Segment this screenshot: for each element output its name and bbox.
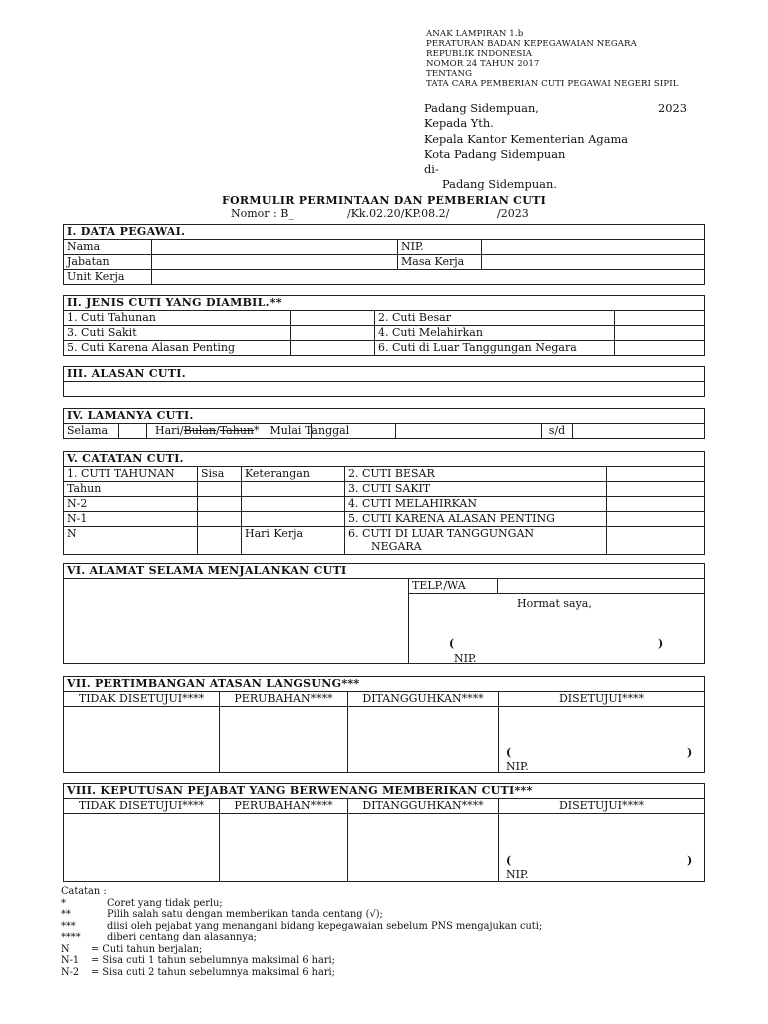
nip-field[interactable] bbox=[482, 240, 705, 255]
leave-type-option: 6. Cuti di Luar Tanggungan Negara bbox=[375, 341, 615, 356]
year-row-label: N-2 bbox=[64, 497, 198, 512]
leave-type-option: 4. Cuti Melahirkan bbox=[375, 326, 615, 341]
decision-field[interactable] bbox=[220, 707, 348, 773]
duration-unit: Hari/Bulan/Tahun* Mulai Tanggal bbox=[147, 424, 312, 439]
note-item: N-1 = Sisa cuti 1 tahun sebelumnya maksimal 6 hari; bbox=[61, 955, 335, 966]
leave-note-label: 5. CUTI KARENA ALASAN PENTING bbox=[345, 512, 607, 527]
leave-type-option: 1. Cuti Tahunan bbox=[64, 311, 291, 326]
col-perubahan: PERUBAHAN**** bbox=[220, 692, 348, 707]
col-tidak-disetujui: TIDAK DISETUJUI**** bbox=[64, 799, 220, 814]
section-title: I. DATA PEGAWAI. bbox=[64, 225, 705, 240]
section-alasan-cuti bbox=[63, 366, 705, 397]
paren-open: ( bbox=[449, 637, 455, 650]
nomor-end: /2023 bbox=[497, 207, 529, 220]
form-title: FORMULIR PERMINTAAN DAN PEMBERIAN CUTI bbox=[221, 194, 547, 207]
masa-kerja-label: Masa Kerja bbox=[398, 255, 482, 270]
nama-label: Nama bbox=[64, 240, 152, 255]
header-line: REPUBLIK INDONESIA bbox=[426, 49, 533, 60]
leave-type-checkbox[interactable] bbox=[615, 326, 705, 341]
address-field[interactable] bbox=[64, 579, 409, 664]
leave-note-field[interactable] bbox=[607, 527, 705, 555]
sisa-header: Sisa bbox=[198, 467, 242, 482]
leave-note-field[interactable] bbox=[607, 467, 705, 482]
leave-note-field[interactable] bbox=[607, 512, 705, 527]
unit-kerja-label: Unit Kerja bbox=[64, 270, 152, 285]
leave-type-checkbox[interactable] bbox=[291, 311, 375, 326]
supervisor-signature[interactable] bbox=[499, 707, 705, 773]
leave-note-label: 6. CUTI DI LUAR TANGGUNGAN NEGARA bbox=[345, 527, 607, 555]
notes-title: Catatan : bbox=[61, 886, 107, 897]
sisa-field[interactable] bbox=[198, 482, 242, 497]
section-title: V. CATATAN CUTI. bbox=[64, 452, 705, 467]
leave-type-option: 2. Cuti Besar bbox=[375, 311, 615, 326]
section-title: VII. PERTIMBANGAN ATASAN LANGSUNG*** bbox=[64, 677, 705, 692]
nip-label: NIP. bbox=[506, 868, 529, 881]
applicant-signature[interactable] bbox=[409, 594, 705, 664]
leave-note-label: 2. CUTI BESAR bbox=[345, 467, 607, 482]
year-row-label: Tahun bbox=[64, 482, 198, 497]
section-lamanya-cuti bbox=[63, 408, 705, 439]
header-line: PERATURAN BADAN KEPEGAWAIAN NEGARA bbox=[426, 39, 637, 50]
decision-field[interactable] bbox=[64, 707, 220, 773]
leave-note-label: 3. CUTI SAKIT bbox=[345, 482, 607, 497]
address-block bbox=[424, 101, 687, 193]
section-catatan-cuti bbox=[63, 451, 705, 555]
reason-field[interactable] bbox=[64, 382, 705, 397]
decision-field[interactable] bbox=[64, 814, 220, 882]
notes-block bbox=[61, 886, 543, 978]
place-date: Padang Sidempuan, bbox=[424, 101, 539, 115]
masa-kerja-field[interactable] bbox=[482, 255, 705, 270]
jabatan-label: Jabatan bbox=[64, 255, 152, 270]
address-line: Kota Padang Sidempuan bbox=[424, 146, 566, 161]
leave-type-option: 3. Cuti Sakit bbox=[64, 326, 291, 341]
paren-close: ) bbox=[687, 854, 693, 867]
gap-cell bbox=[396, 424, 542, 439]
section-title: VIII. KEPUTUSAN PEJABAT YANG BERWENANG MEMBERIKAN CUTI*** bbox=[64, 784, 705, 799]
header-line: ANAK LAMPIRAN 1.b bbox=[426, 29, 524, 39]
sisa-field[interactable] bbox=[198, 512, 242, 527]
leave-type-checkbox[interactable] bbox=[615, 341, 705, 356]
telp-label: TELP./WA bbox=[409, 579, 498, 594]
year-row-label: N-1 bbox=[64, 512, 198, 527]
hormat-label: Hormat saya, bbox=[517, 597, 592, 610]
official-signature[interactable] bbox=[499, 814, 705, 882]
col-perubahan: PERUBAHAN**** bbox=[220, 799, 348, 814]
address-line: di- bbox=[424, 162, 439, 177]
col-ditangguhkan: DITANGGUHKAN**** bbox=[348, 799, 499, 814]
year-row-label: N bbox=[64, 527, 198, 555]
leave-type-checkbox[interactable] bbox=[615, 311, 705, 326]
note-item: *** diisi oleh pejabat yang menangani bidang kepegawaian sebelum PNS mengajukan cuti; bbox=[61, 920, 543, 932]
note-item: * Coret yang tidak perlu; bbox=[61, 897, 223, 909]
unit-kerja-field[interactable] bbox=[152, 270, 705, 285]
keterangan-field[interactable] bbox=[242, 482, 345, 497]
leave-type-checkbox[interactable] bbox=[291, 326, 375, 341]
header-line: NOMOR 24 TAHUN 2017 bbox=[426, 59, 540, 70]
nomor-label: Nomor : B_ bbox=[231, 207, 294, 220]
col-disetujui: DISETUJUI**** bbox=[499, 692, 705, 707]
letter-year: 2023 bbox=[658, 101, 687, 115]
paren-close: ) bbox=[658, 637, 664, 650]
decision-field[interactable] bbox=[348, 707, 499, 773]
jabatan-field[interactable] bbox=[152, 255, 398, 270]
note-item: ** Pilih salah satu dengan memberikan tanda centang (√); bbox=[61, 909, 383, 920]
section-data-pegawai bbox=[63, 224, 705, 285]
nip-label: NIP. bbox=[454, 652, 477, 665]
telp-field[interactable] bbox=[498, 579, 705, 594]
keterangan-header: Keterangan bbox=[242, 467, 345, 482]
section-title: IV. LAMANYA CUTI. bbox=[64, 409, 705, 424]
address-line: Padang Sidempuan. bbox=[442, 177, 557, 192]
end-date-field[interactable] bbox=[573, 424, 705, 439]
col-disetujui: DISETUJUI**** bbox=[499, 799, 705, 814]
paren-close: ) bbox=[687, 746, 693, 759]
leave-note-field[interactable] bbox=[607, 482, 705, 497]
nomor-mid: /Kk.02.20/KP.08.2/ bbox=[347, 207, 450, 220]
sisa-field[interactable] bbox=[198, 527, 242, 555]
decision-field[interactable] bbox=[348, 814, 499, 882]
note-item: N = Cuti tahun berjalan; bbox=[61, 943, 203, 955]
note-item: **** diberi centang dan alasannya; bbox=[61, 932, 257, 943]
col-tidak-disetujui: TIDAK DISETUJUI**** bbox=[64, 692, 220, 707]
address-line: Kepala Kantor Kementerian Agama bbox=[424, 131, 629, 146]
keterangan-field[interactable] bbox=[242, 497, 345, 512]
section-title: II. JENIS CUTI YANG DIAMBIL.** bbox=[64, 296, 705, 311]
keterangan-field[interactable] bbox=[242, 512, 345, 527]
header-line: TENTANG bbox=[426, 69, 473, 80]
regulation-header bbox=[426, 29, 679, 90]
nama-field[interactable] bbox=[152, 240, 398, 255]
sd-label: s/d bbox=[542, 424, 573, 439]
section-jenis-cuti bbox=[63, 295, 705, 356]
duration-field[interactable] bbox=[119, 424, 147, 439]
section-alamat bbox=[63, 563, 705, 664]
leave-note-field[interactable] bbox=[607, 497, 705, 512]
decision-field[interactable] bbox=[220, 814, 348, 882]
hari-kerja-label: Hari Kerja bbox=[242, 527, 345, 555]
header-line: TATA CARA PEMBERIAN CUTI PEGAWAI NEGERI SIPIL bbox=[426, 79, 679, 90]
section-atasan bbox=[63, 676, 705, 773]
col-ditangguhkan: DITANGGUHKAN**** bbox=[348, 692, 499, 707]
annual-leave-header: 1. CUTI TAHUNAN bbox=[64, 467, 198, 482]
section-title: III. ALASAN CUTI. bbox=[64, 367, 705, 382]
leave-type-checkbox[interactable] bbox=[291, 341, 375, 356]
paren-open: ( bbox=[506, 746, 512, 759]
selama-label: Selama bbox=[64, 424, 119, 439]
sisa-field[interactable] bbox=[198, 497, 242, 512]
paren-open: ( bbox=[506, 854, 512, 867]
nip-label: NIP. bbox=[506, 760, 529, 773]
section-title: VI. ALAMAT SELAMA MENJALANKAN CUTI bbox=[64, 564, 705, 579]
leave-type-option: 5. Cuti Karena Alasan Penting bbox=[64, 341, 291, 356]
nip-label: NIP. bbox=[398, 240, 482, 255]
section-pejabat bbox=[63, 783, 705, 882]
note-item: N-2 = Sisa cuti 2 tahun sebelumnya maksimal 6 hari; bbox=[61, 966, 335, 978]
leave-note-label: 4. CUTI MELAHIRKAN bbox=[345, 497, 607, 512]
address-line: Kepada Yth. bbox=[424, 116, 494, 131]
